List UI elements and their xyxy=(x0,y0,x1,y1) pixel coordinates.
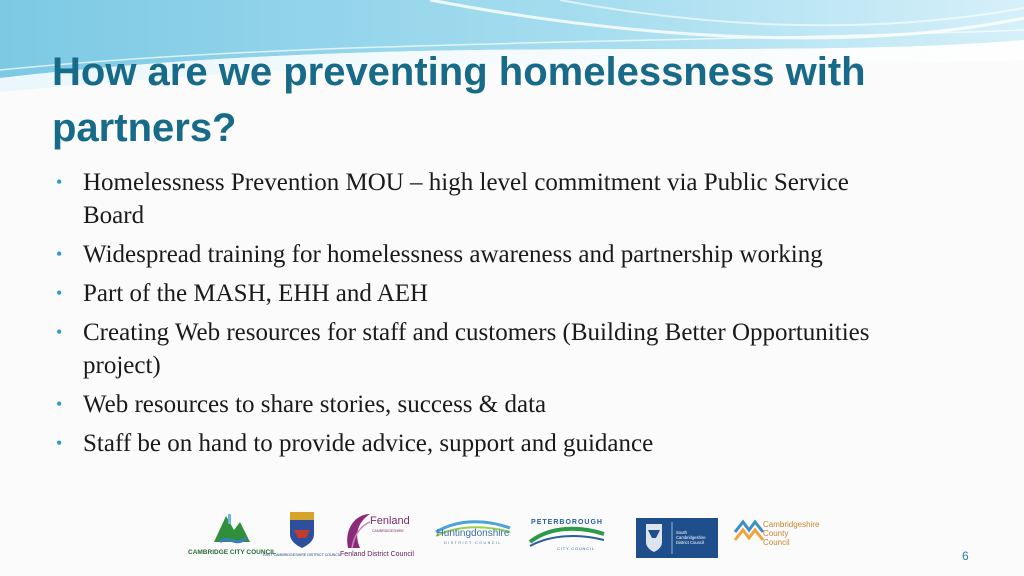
logo-text: South Cambridgeshire District Council xyxy=(676,530,706,545)
bullet-item xyxy=(54,238,914,271)
logo-text: CITY COUNCIL xyxy=(557,546,595,551)
logo-text: DISTRICT COUNCIL xyxy=(444,541,502,545)
peterborough-city-council-logo xyxy=(526,508,608,564)
cambridge-city-council-logo xyxy=(188,508,276,564)
bullet-item xyxy=(54,427,914,460)
bullet-dot-icon: • xyxy=(56,283,63,303)
bullet-list xyxy=(54,166,914,466)
bullet-text: Creating Web resources for staff and customers (Building Better Opportunities project) xyxy=(83,319,870,379)
logo-text: CAMBRIDGESHIRE xyxy=(372,529,404,533)
logo-text: PETERBOROUGH xyxy=(531,519,603,526)
bullet-item xyxy=(54,166,914,232)
bullet-dot-icon: • xyxy=(56,244,63,264)
bullet-text: Web resources to share stories, success & data xyxy=(83,391,547,418)
bullet-text: Widespread training for homelessness awareness and partnership working xyxy=(83,241,823,268)
bullet-text: Part of the MASH, EHH and AEH xyxy=(83,280,429,307)
logo-text: EAST CAMBRIDGESHIRE DISTRICT COUNCIL xyxy=(263,553,341,557)
bullet-item xyxy=(54,277,914,310)
bullet-text: Staff be on hand to provide advice, support and guidance xyxy=(83,430,654,457)
logo-text: Huntingdonshire xyxy=(436,528,510,539)
logo-text: Fenland District Council xyxy=(340,551,414,558)
slide-title: How are we preventing homelessness with partners? xyxy=(52,50,866,150)
logo-text: Fenland xyxy=(370,515,410,527)
bullet-dot-icon: • xyxy=(56,172,63,192)
bullet-text: Homelessness Prevention MOU – high level commitment via Public Service Board xyxy=(83,169,849,229)
south-cambridgeshire-logo xyxy=(636,508,718,564)
bullet-dot-icon: • xyxy=(56,322,63,342)
bullet-dot-icon: • xyxy=(56,394,63,414)
huntingdonshire-logo xyxy=(430,508,516,564)
cambridgeshire-county-council-logo xyxy=(733,508,820,564)
fenland-district-council-logo xyxy=(340,508,414,564)
logo-text: Cambridgeshire County Council xyxy=(763,520,820,547)
bullet-dot-icon: • xyxy=(56,433,63,453)
bullet-item xyxy=(54,388,914,421)
bullet-item xyxy=(54,316,914,382)
logo-text: CAMBRIDGE CITY COUNCIL xyxy=(188,549,276,556)
page-number: 6 xyxy=(962,549,969,563)
east-cambridgeshire-logo xyxy=(263,508,341,564)
partner-logos xyxy=(0,508,1024,564)
